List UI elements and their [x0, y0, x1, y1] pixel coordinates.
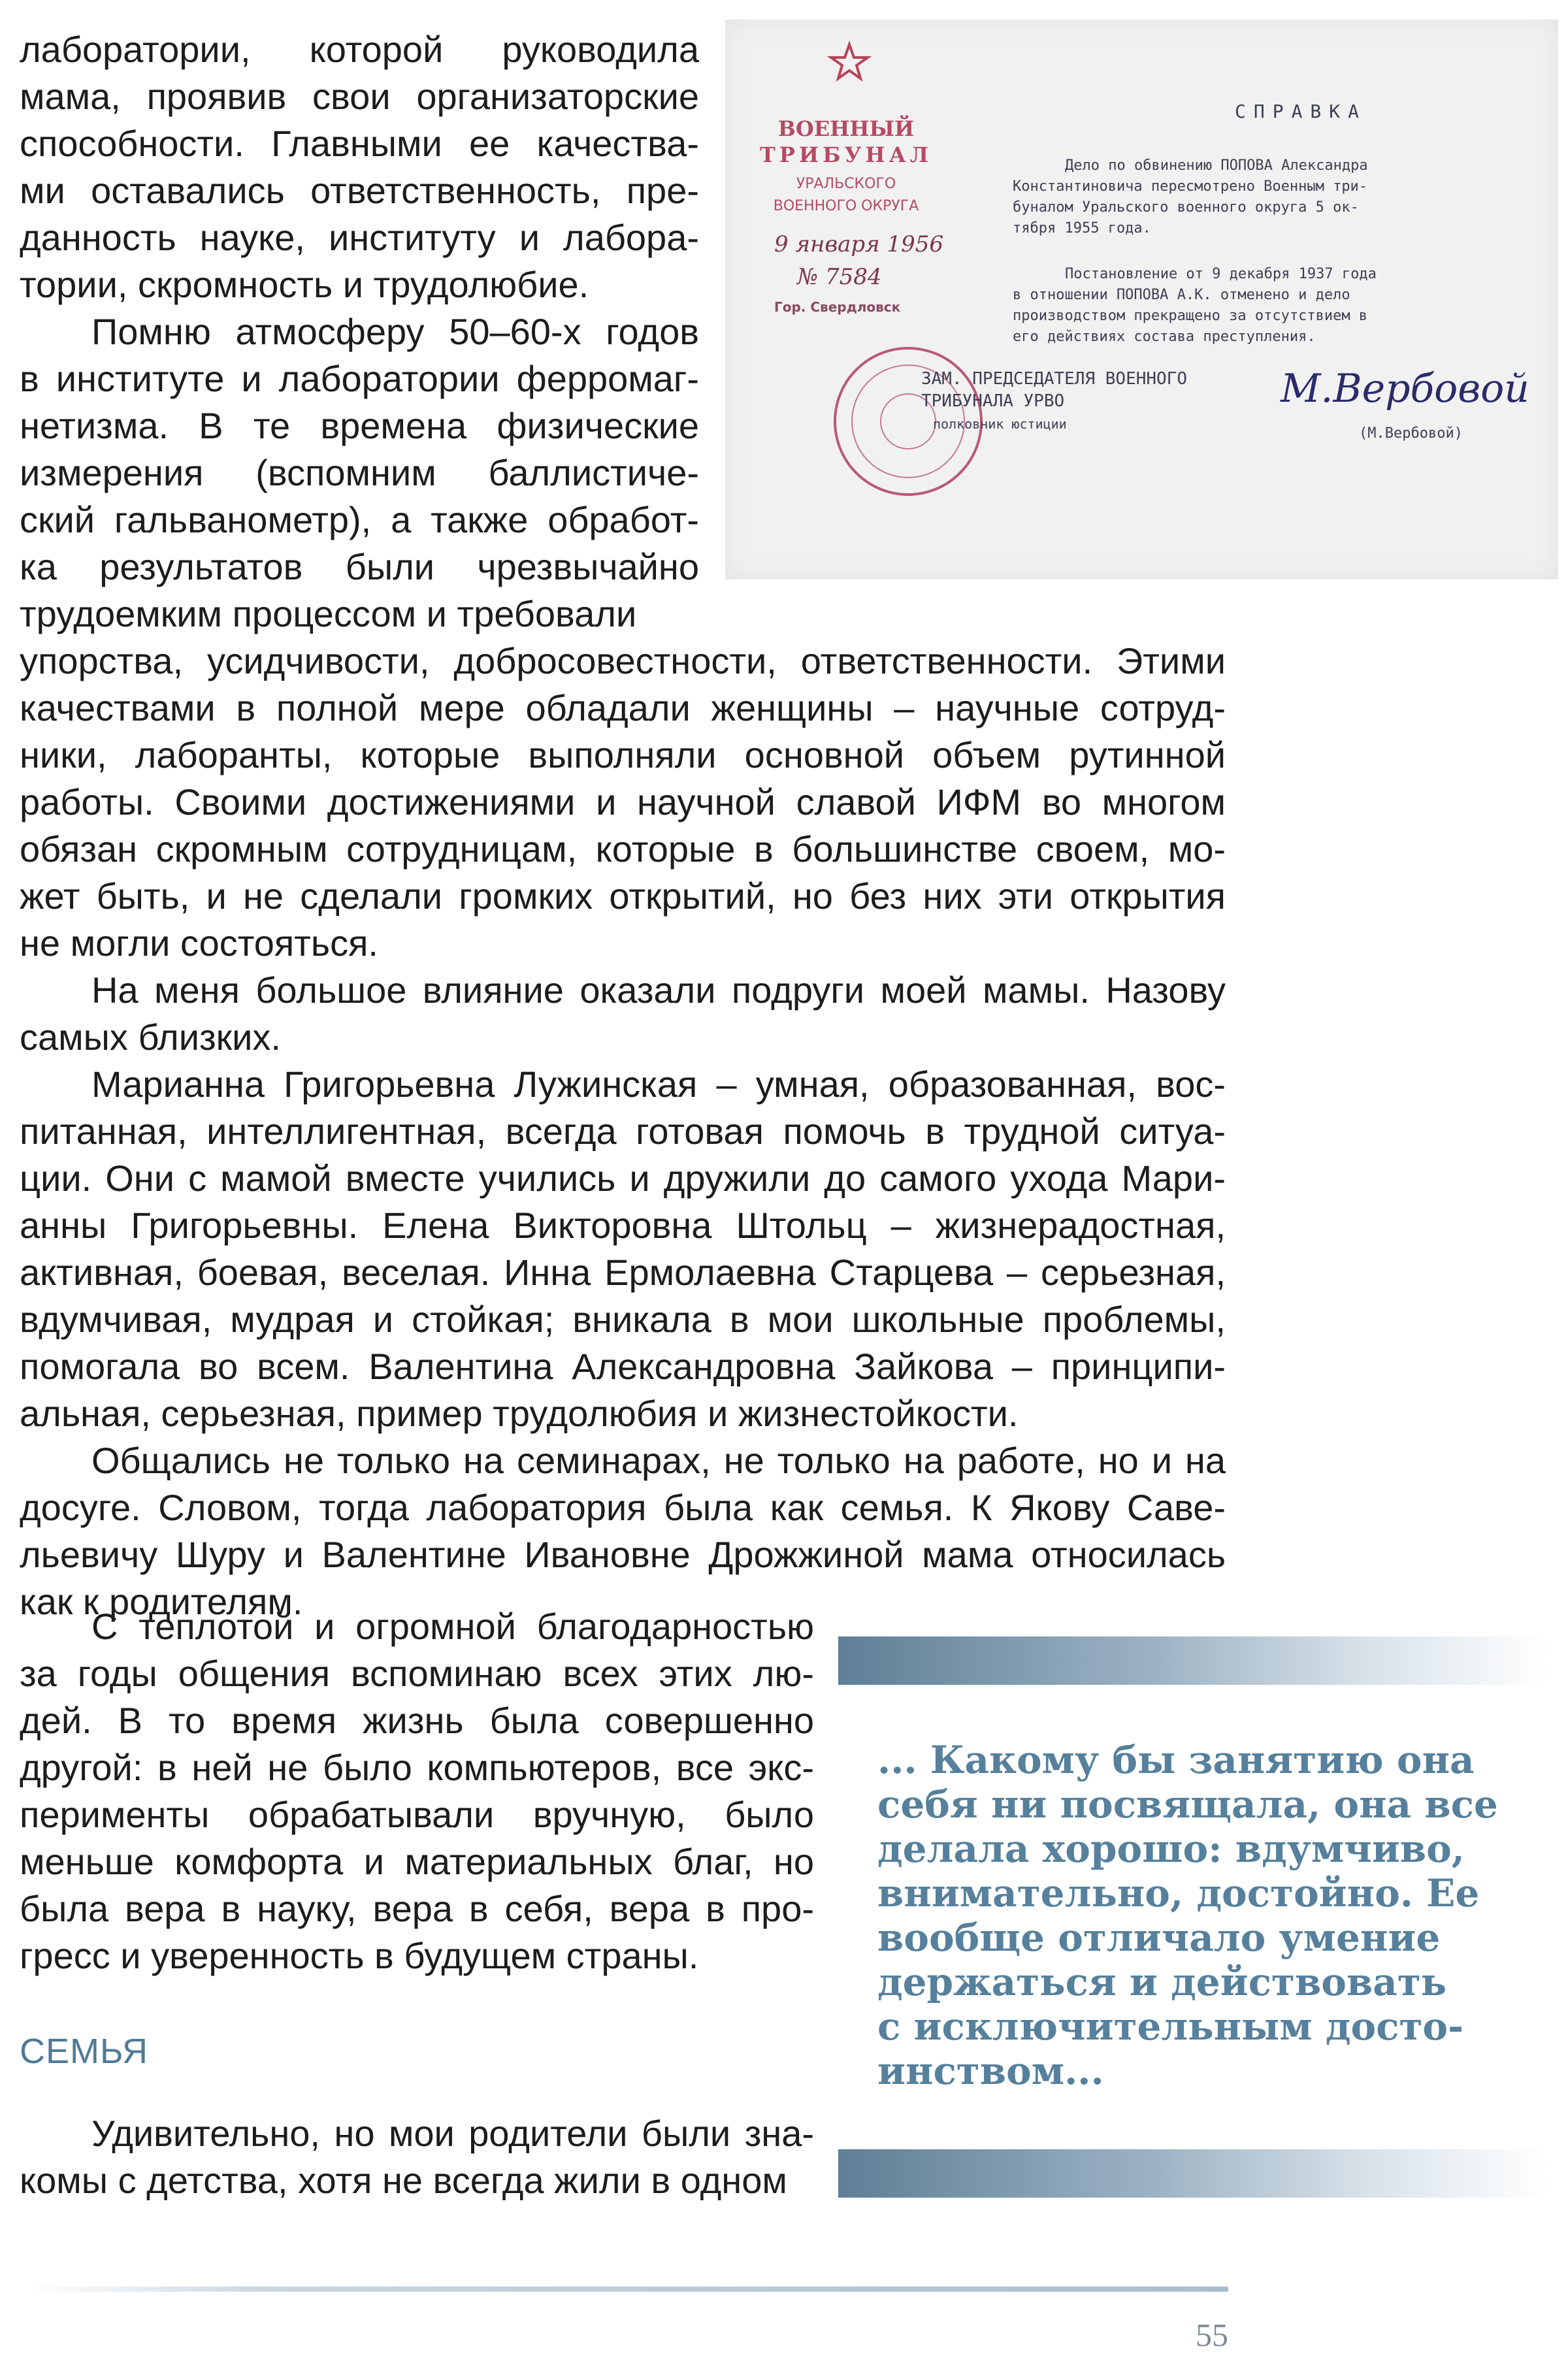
stamp-line-1: ВОЕННЫЙ — [777, 116, 915, 141]
star-icon — [831, 44, 868, 78]
handwritten-signature: М.Вербовой — [1281, 366, 1529, 412]
footer-rule — [26, 2286, 1228, 2292]
text-line: нетизма. В те времена физические — [20, 405, 699, 446]
text-line: Помню атмосферу 50–60-х годов — [91, 311, 699, 352]
text-line: гресс и уверенность в будущем страны. — [20, 1935, 699, 1976]
text-line: На меня большое влияние оказали подруги моей мамы. Назову — [91, 969, 1226, 1011]
text-line: тории, скромность и трудолюбие. — [20, 264, 589, 305]
text-line: помогала во всем. Валентина Александровна Зайкова – принципи- — [20, 1346, 1226, 1387]
official-title: ЗАМ. ПРЕДСЕДАТЕЛЯ ВОЕННОГО — [921, 369, 1187, 389]
text-line: перименты обрабатывали вручную, было — [20, 1794, 814, 1835]
text-line: Общались не только на семинарах, не только на работе, но и на — [91, 1440, 1226, 1481]
text-line: лаборатории, которой руководила — [20, 29, 699, 70]
pull-quote: ... Какому бы занятию она себя ни посвящала, она все делала хорошо: вдумчиво, внимательно, достойно. Ее вообще отличало умение держаться и действовать с исключительным досто- инством... — [877, 1738, 1498, 2093]
text-line: Удивительно, но мои родители были зна- — [91, 2113, 814, 2154]
document-drawing — [725, 20, 1558, 579]
text-line: жет быть, и не сделали громких открытий, но без них эти открытия — [20, 875, 1226, 917]
text-line: питанная, интеллигентная, всегда готовая помочь в трудной ситуа- — [20, 1111, 1226, 1152]
text-line: в институте и лаборатории ферромаг- — [20, 358, 699, 399]
stamp-number: № 7584 — [797, 264, 882, 290]
text-line: вдумчивая, мудрая и стойкая; вникала в мои школьные проблемы, — [20, 1299, 1226, 1340]
text-line: другой: в ней не было компьютеров, все экс- — [20, 1747, 814, 1788]
text-line: работы. Своими достижениями и научной славой ИФМ во многом — [20, 781, 1226, 822]
text-line: измерения (вспомним баллистиче- — [20, 452, 699, 493]
quote-bottom-bar — [838, 2149, 1548, 2198]
text-line: обязан скромным сотрудницам, которые в большинстве своем, мо- — [20, 828, 1226, 870]
stamp-line-2: ТРИБУНАЛ — [759, 142, 933, 167]
text-line: ции. Они с мамой вместе учились и дружили до самого ухода Мари- — [20, 1158, 1226, 1199]
text-line: анны Григорьевны. Елена Викторовна Штольц – жизнерадостная, — [20, 1205, 1226, 1246]
document-body-line: Дело по обвинению ПОПОВА Александра — [1065, 157, 1368, 174]
text-line: самых близких. — [20, 1017, 281, 1058]
text-line: качествами в полной мере обладали женщины – научные сотруд- — [20, 687, 1226, 728]
official-rank: полковник юстиции — [933, 416, 1067, 432]
text-line: способности. Главными ее качества- — [20, 123, 699, 164]
text-line: была вера в науку, вера в себя, вера в про- — [20, 1888, 814, 1929]
document-body-line: буналом Уральского военного округа 5 ок- — [1013, 199, 1359, 216]
text-line: не могли состояться. — [20, 922, 378, 964]
text-line: трудоемким процессом и требовали — [20, 593, 637, 634]
quote-top-bar — [838, 1636, 1548, 1685]
document-body-line: Постановление от 9 декабря 1937 года — [1065, 266, 1377, 282]
document-body-line: тября 1955 года. — [1013, 220, 1151, 236]
text-line: за годы общения вспоминаю всех этих лю- — [20, 1653, 814, 1694]
stamp-city: Гор. Свердловск — [774, 299, 901, 315]
document-body-line: его действиях состава преступления. — [1013, 329, 1316, 345]
text-line: мама, проявив свои организаторские — [20, 76, 699, 117]
text-line: ми оставались ответственность, пре- — [20, 170, 699, 211]
text-line: досуге. Словом, тогда лаборатория была как семья. К Якову Саве- — [20, 1487, 1226, 1528]
text-line: С теплотой и огромной благодарностью — [91, 1606, 814, 1647]
official-title: ТРИБУНАЛА УРВО — [921, 391, 1065, 411]
document-body-line: в отношении ПОПОВА А.К. отменено и дело — [1013, 287, 1350, 303]
text-line: комы с детства, хотя не всегда жили в одном — [20, 2160, 787, 2201]
text-line: активная, боевая, веселая. Инна Ермолаевна Старцева – серьезная, — [20, 1252, 1226, 1293]
stamp-date: 9 января 1956 — [774, 231, 944, 257]
document-body-line: Константиновича пересмотрено Военным три- — [1013, 178, 1368, 195]
section-heading: СЕМЬЯ — [20, 2032, 149, 2071]
text-line: упорства, усидчивости, добросовестности, ответственности. Этими — [20, 640, 1226, 681]
text-line: альная, серьезная, пример трудолюбия и жизнестойкости. — [20, 1393, 1019, 1434]
text-line: как к родителям. — [20, 1581, 303, 1622]
text-line: меньше комфорта и материальных благ, но — [20, 1841, 814, 1882]
document-body-line: производством прекращено за отсутствием в — [1013, 308, 1368, 324]
text-line: ский гальванометр), а также обработ- — [20, 499, 699, 540]
document-title: СПРАВКА — [1235, 101, 1367, 122]
signer-name: (М.Вербовой) — [1359, 425, 1463, 442]
text-line: дей. В то время жизнь была совершенно — [20, 1700, 814, 1741]
text-line: ники, лаборанты, которые выполняли основной объем рутинной — [20, 734, 1226, 775]
text-line: ка результатов были чрезвычайно — [20, 546, 699, 587]
text-line: данность науке, институту и лабора- — [20, 217, 699, 258]
page-number: 55 — [1196, 2317, 1228, 2353]
stamp-line-3: УРАЛЬСКОГО — [796, 176, 896, 192]
archival-document-photo — [725, 20, 1558, 579]
text-line: Марианна Григорьевна Лужинская – умная, образованная, вос- — [91, 1064, 1226, 1105]
text-line: льевичу Шуру и Валентине Ивановне Дрожжиной мама относилась — [20, 1534, 1226, 1575]
stamp-line-4: ВОЕННОГО ОКРУГА — [773, 198, 919, 214]
